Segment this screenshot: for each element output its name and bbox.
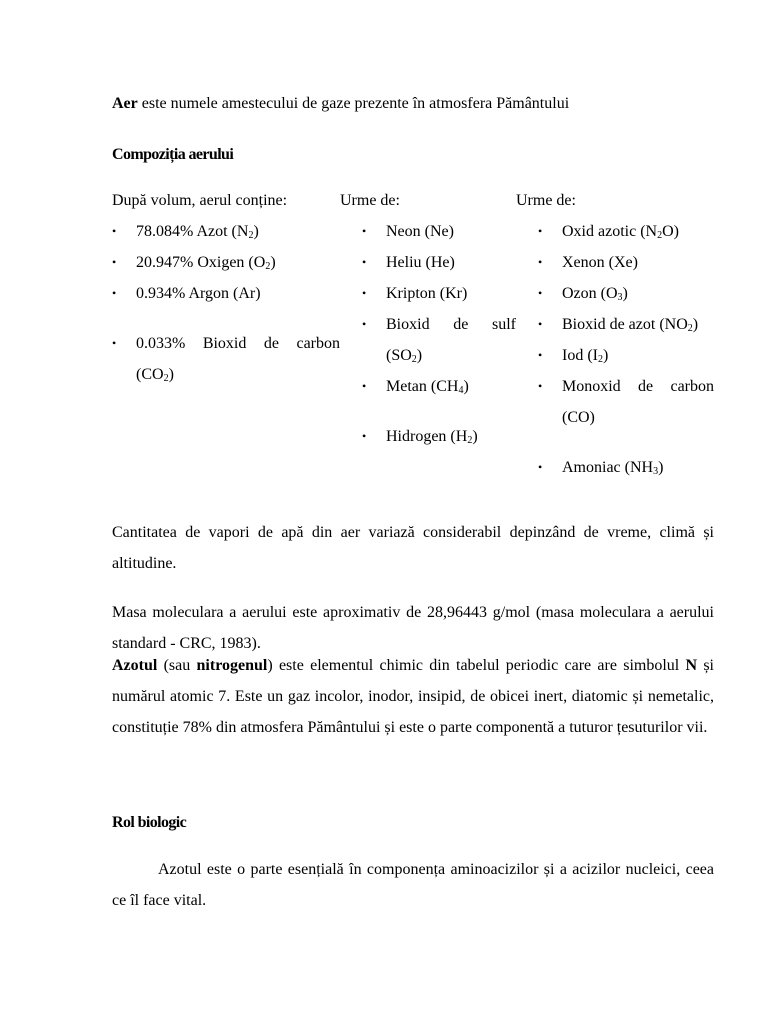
list-item: • Bioxid de sulf $(SO_2)$ <box>362 309 516 371</box>
nitrogen-symbol: N <box>685 657 698 674</box>
list-item: • Neon (Ne) <box>362 216 516 247</box>
list-item: • Hidrogen $(H_2)$ <box>362 421 516 452</box>
intro-term: Aer <box>112 95 138 112</box>
traces-column-1 <box>340 185 516 452</box>
water-vapor-paragraph: Cantitatea de vapori de apă din aer variază considerabil depinzând de vreme, climă și altitudine. <box>112 524 714 572</box>
list-item: • Kripton (Kr) <box>362 278 516 309</box>
traces-list-1 <box>340 216 516 452</box>
list-item: • Iod $(I_2)$ <box>538 340 714 371</box>
list-item: • Amoniac $(NH_3)$ <box>538 452 714 483</box>
list-item: • Oxid azotic $(N_2O)$ <box>538 216 714 247</box>
traces-column-2-header: Urme de: <box>516 192 576 209</box>
intro-text: este numele amestecului de gaze prezente în atmosfera Pământului <box>137 95 570 112</box>
traces-list-2 <box>516 216 714 483</box>
nitrogen-term: Azotul <box>112 657 158 674</box>
nitrogen-paragraph: Azotul (sau nitrogenul) este elementul chimic din tabelul periodic care are simbolul N și numărul atomic 7. Este un gaz incolor, inodor, insipid, de obicei inert, diatomic și nemetalic, constituție 78% din atmosfera Pământului și este o parte componentă a tuturor țesuturilor vii. <box>112 657 715 736</box>
biological-role-paragraph: Azotul este o parte esențială în componența aminoacizilor și a acizilor nucleici, ceea ce îl face vital. <box>112 861 714 909</box>
traces-column-2 <box>516 185 714 483</box>
biological-role-heading: Rol biologic <box>112 814 187 831</box>
list-item: • Bioxid de azot $(NO_2)$ <box>538 309 714 340</box>
list-item: • Heliu (He) <box>362 247 516 278</box>
volume-list <box>112 216 340 390</box>
list-item: • 0.033% Bioxid de carbon $(CO_2)$ <box>112 328 340 390</box>
list-item: • 78.084% Azot $(N_2)$ <box>112 216 340 247</box>
list-item: • Metan $(CH_4)$ <box>362 371 516 402</box>
traces-column-1-header: Urme de: <box>340 192 400 209</box>
list-item: • 20.947% Oxigen $(O_2)$ <box>112 247 340 278</box>
list-item: • Xenon (Xe) <box>538 247 714 278</box>
composition-heading: Compoziția aerului <box>112 146 234 163</box>
list-item: • Ozon $(O_3)$ <box>538 278 714 309</box>
list-item: • Monoxid de carbon (CO) <box>538 371 714 433</box>
molar-mass-paragraph: Masa moleculara a aerului este aproximativ de 28,96443 g/mol (masa moleculara a aerului standard - CRC, 1983). <box>112 604 714 652</box>
intro-paragraph <box>112 88 714 119</box>
list-item: • 0.934% Argon (Ar) <box>112 278 340 309</box>
nitrogen-synonym: nitrogenul <box>196 657 268 674</box>
volume-column <box>112 185 340 390</box>
volume-column-header: După volum, aerul conține: <box>112 192 288 209</box>
